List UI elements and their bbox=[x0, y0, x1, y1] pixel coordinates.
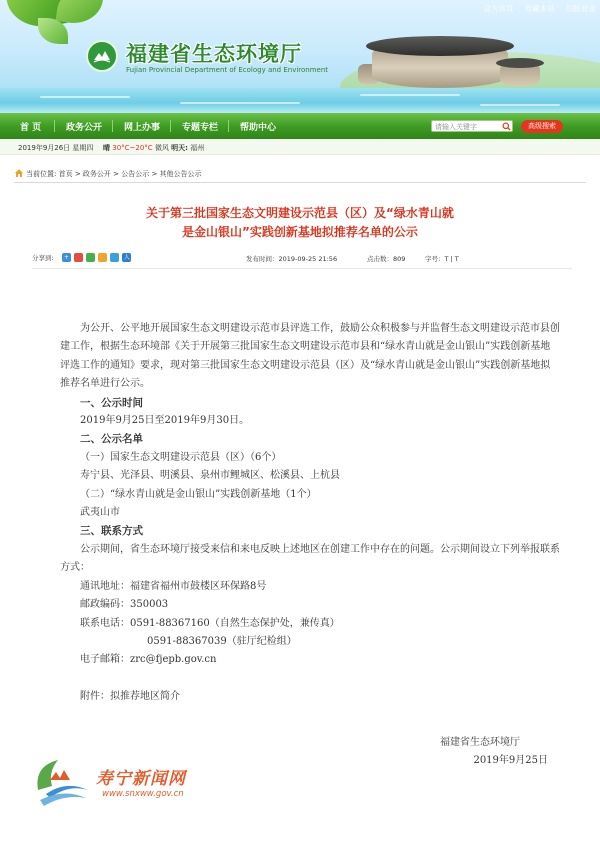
search-input[interactable]: 请输入关键字 bbox=[431, 120, 513, 132]
font-size-control[interactable]: 字号：T | T bbox=[425, 255, 459, 263]
article-meta bbox=[32, 253, 572, 265]
signature-org: 福建省生态环境厅 bbox=[440, 737, 520, 748]
old-login-link[interactable]: 旧版登录 bbox=[566, 4, 596, 13]
attachment-link[interactable]: 附件：拟推荐地区简介 bbox=[80, 690, 180, 702]
nav-special-topics[interactable]: 专题专栏 bbox=[182, 123, 219, 133]
signature-block bbox=[440, 734, 560, 770]
list-title: （一）国家生态文明建设示范县（区）（6个） bbox=[80, 451, 282, 463]
watermark-url: www.snxww.gov.cn bbox=[102, 789, 184, 799]
article-body bbox=[60, 320, 560, 706]
share-label: 分享到: bbox=[32, 254, 54, 262]
site-header bbox=[0, 0, 600, 113]
list-items: 武夷山市 bbox=[80, 507, 120, 519]
site-subtitle: Fujian Provincial Department of Ecology and Environment bbox=[126, 66, 329, 74]
current-date: 2019年9月26日 星期四 bbox=[18, 144, 94, 152]
watermark-name: 寿宁新闻网 bbox=[96, 769, 186, 789]
nav-online-service[interactable]: 网上办事 bbox=[124, 123, 161, 133]
nav-home[interactable]: 首 页 bbox=[20, 123, 42, 133]
intro-paragraph: 为公开、公平地开展国家生态文明建设示范市县评选工作，鼓励公众积极参与并监督生态文明建设示范市县创建工作，根据生态环境部《关于开展第三批国家生态文明建设示范市县和“绿水青山就是金山银山”实践创新基地评选工作的通知》要求，现对第三批国家生态文明建设示范县（区）及“绿水青山就是金山银山”实践创新基地拟推荐名单进行公示。 bbox=[60, 323, 560, 390]
tulou-roof bbox=[366, 36, 514, 56]
divider bbox=[14, 182, 586, 183]
logo-emblem-icon bbox=[91, 45, 113, 67]
contact-email[interactable]: 电子邮箱：zrc@fjepb.gov.cn bbox=[80, 654, 217, 666]
nav-help-center[interactable]: 帮助中心 bbox=[240, 123, 277, 133]
top-links: 设为首页 | 收藏本站 | 旧版登录 bbox=[483, 4, 596, 13]
nav-gov-affairs[interactable]: 政务公开 bbox=[66, 123, 103, 133]
share-icons bbox=[62, 253, 132, 262]
water-decoration bbox=[0, 88, 600, 113]
breadcrumb bbox=[14, 168, 588, 182]
contact-address: 通讯地址：福建省福州市鼓楼区环保路8号 bbox=[80, 580, 267, 592]
share-qzone-icon[interactable] bbox=[74, 253, 83, 262]
article-title: 关于第三批国家生态文明建设示范县（区）及“绿水青山就 是金山银山”实践创新基地拟推荐名单的公示 bbox=[146, 206, 454, 239]
publish-time: 发布时间：2019-09-25 21:56 bbox=[246, 255, 338, 263]
divider bbox=[32, 268, 572, 269]
date-weather-bar bbox=[0, 139, 600, 155]
share-weibo-icon[interactable] bbox=[98, 253, 107, 262]
share-tencent-icon[interactable] bbox=[110, 253, 119, 262]
watermark bbox=[28, 750, 218, 810]
share-renren-icon[interactable]: 人 bbox=[123, 254, 130, 261]
home-icon bbox=[14, 168, 24, 178]
section-heading: 三、联系方式 bbox=[80, 525, 143, 538]
advanced-search-button[interactable]: 高级搜索 bbox=[521, 120, 563, 133]
bookmark-link[interactable]: 收藏本站 bbox=[524, 4, 555, 13]
click-count: 点击数：809 bbox=[367, 255, 406, 263]
site-logo[interactable] bbox=[86, 40, 118, 72]
weather-info: 晴 30°C~20°C 微风 明天: 福州 bbox=[103, 144, 205, 152]
breadcrumb-path[interactable]: 首页 > 政务公开 > 公告公示 > 其他公告公示 bbox=[58, 170, 202, 178]
notice-period: 2019年9月25日至2019年9月30日。 bbox=[80, 415, 250, 427]
breadcrumb-prefix: 当前位置: bbox=[26, 170, 57, 178]
share-more-icon[interactable]: + bbox=[63, 254, 70, 261]
contact-postcode: 邮政编码：350003 bbox=[80, 599, 169, 611]
contact-phone: 联系电话：0591-88367160（自然生态保护处，兼传真） bbox=[80, 617, 340, 629]
contact-intro: 公示期间，省生态环境厅接受来信和来电反映上述地区在创建工作中存在的问题。公示期间设立下列举报联系方式： bbox=[60, 543, 560, 574]
signature-date: 2019年9月25日 bbox=[473, 755, 548, 766]
set-homepage-link[interactable]: 设为首页 bbox=[483, 4, 514, 13]
share-wechat-icon[interactable] bbox=[86, 253, 95, 262]
section-heading: 一、公示时间 bbox=[80, 396, 143, 409]
list-title: （二）“绿水青山就是金山银山”实践创新基地（1个） bbox=[80, 488, 317, 500]
temperature: 30°C~20°C bbox=[112, 144, 153, 152]
section-heading: 二、公示名单 bbox=[80, 433, 143, 446]
contact-phone: 0591-88367039（驻厅纪检组） bbox=[147, 635, 297, 647]
site-title: 福建省生态环境厅 bbox=[126, 42, 302, 66]
search-icon[interactable] bbox=[502, 122, 511, 131]
list-items: 寿宁县、光泽县、明溪县、泉州市鲤城区、松溪县、上杭县 bbox=[80, 470, 340, 482]
watermark-logo-icon bbox=[28, 750, 92, 810]
tulou-roof bbox=[496, 58, 544, 68]
